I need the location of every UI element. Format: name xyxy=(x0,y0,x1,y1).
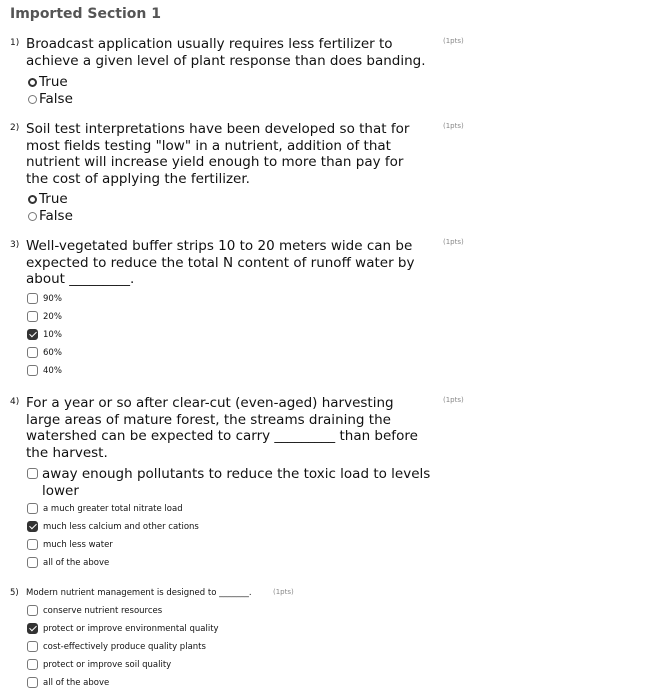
q4-option-nitrate-checkbox[interactable] xyxy=(27,503,38,514)
q2-option-true-label: True xyxy=(39,191,68,207)
question-4-points: (1pts) xyxy=(443,396,464,404)
q4-option-all-checkbox[interactable] xyxy=(27,557,38,568)
q4-option-away-pollutants-checkbox[interactable] xyxy=(27,468,38,479)
q3-option-10-label: 10% xyxy=(43,330,62,340)
question-4-number: 4) xyxy=(10,397,20,407)
question-4-line-4: the harvest. xyxy=(26,444,108,461)
question-1-points: (1pts) xyxy=(443,37,464,45)
question-1-line-1: Broadcast application usually requires less fertilizer to xyxy=(26,36,393,52)
q3-option-40-label: 40% xyxy=(43,366,62,376)
section-title: Imported Section 1 xyxy=(10,6,161,22)
q3-option-20-label: 20% xyxy=(43,312,62,322)
question-4-line-2: large areas of mature forest, the streams draining the xyxy=(26,411,391,428)
q5-option-environment-checkbox[interactable] xyxy=(27,623,38,634)
q1-option-true-label: True xyxy=(39,74,68,90)
question-2-line-3: nutrient will increase yield enough to more than pay for xyxy=(26,154,404,170)
q1-option-false-label: False xyxy=(39,91,73,107)
question-3-line-1: Well-vegetated buffer strips 10 to 20 meters wide can be xyxy=(26,238,413,254)
q3-option-90-label: 90% xyxy=(43,294,62,304)
q4-option-calcium-label: much less calcium and other cations xyxy=(43,522,199,532)
q1-option-true-radio[interactable] xyxy=(28,78,37,87)
question-5-points: (1pts) xyxy=(273,588,294,596)
question-5-number: 5) xyxy=(10,588,19,598)
q1-option-false-radio[interactable] xyxy=(28,95,37,104)
q4-option-away-pollutants-label xyxy=(42,466,430,499)
question-1-number: 1) xyxy=(10,38,20,48)
q3-option-40-checkbox[interactable] xyxy=(27,365,38,376)
q2-option-false-label: False xyxy=(39,208,73,224)
q3-option-60-checkbox[interactable] xyxy=(27,347,38,358)
question-2-line-2: most fields testing "low" in a nutrient, addition of that xyxy=(26,137,391,154)
q4-option-water-checkbox[interactable] xyxy=(27,539,38,550)
question-2-line-1: Soil test interpretations have been developed so that for xyxy=(26,121,410,137)
q5-option-all-label: all of the above xyxy=(43,678,110,688)
q4-option-away-pollutants-line-2: lower xyxy=(42,482,79,499)
question-2-number: 2) xyxy=(10,123,20,133)
question-3-points: (1pts) xyxy=(443,238,464,246)
q5-option-soil-label: protect or improve soil quality xyxy=(43,660,172,670)
q5-option-conserve-label: conserve nutrient resources xyxy=(43,606,163,616)
q5-option-environment-label: protect or improve environmental quality xyxy=(43,624,219,634)
question-3-line-3: about _________. xyxy=(26,271,135,287)
question-2-line-4: the cost of applying the fertilizer. xyxy=(26,170,250,187)
question-2-points: (1pts) xyxy=(443,122,464,130)
q4-option-all-label: all of the above xyxy=(43,558,110,568)
question-4-line-1: For a year or so after clear-cut (even-aged) harvesting xyxy=(26,395,394,411)
q3-option-10-checkbox[interactable] xyxy=(27,329,38,340)
q5-option-soil-checkbox[interactable] xyxy=(27,659,38,670)
q5-option-conserve-checkbox[interactable] xyxy=(27,605,38,616)
question-1-text xyxy=(26,36,426,69)
q5-option-all-checkbox[interactable] xyxy=(27,677,38,688)
question-3-line-2: expected to reduce the total N content of runoff water by xyxy=(26,254,415,271)
q4-option-away-pollutants-line-1: away enough pollutants to reduce the toxic load to levels xyxy=(42,466,431,482)
question-3-number: 3) xyxy=(10,240,20,250)
q4-option-calcium-checkbox[interactable] xyxy=(27,521,38,532)
q2-option-true-radio[interactable] xyxy=(28,195,37,204)
question-4-line-3: watershed can be expected to carry _________ than before xyxy=(26,428,418,444)
question-3-text xyxy=(26,238,414,288)
q5-option-plants-checkbox[interactable] xyxy=(27,641,38,652)
question-4-text xyxy=(26,395,418,461)
q4-option-nitrate-label: a much greater total nitrate load xyxy=(43,504,183,514)
question-5-prompt: Modern nutrient management is designed to _______. xyxy=(26,588,252,598)
question-1-line-2: achieve a given level of plant response than does banding. xyxy=(26,52,426,69)
q3-option-90-checkbox[interactable] xyxy=(27,293,38,304)
q4-option-water-label: much less water xyxy=(43,540,113,550)
q3-option-20-checkbox[interactable] xyxy=(27,311,38,322)
question-2-text xyxy=(26,121,409,187)
q2-option-false-radio[interactable] xyxy=(28,212,37,221)
q5-option-plants-label: cost-effectively produce quality plants xyxy=(43,642,206,652)
q3-option-60-label: 60% xyxy=(43,348,62,358)
